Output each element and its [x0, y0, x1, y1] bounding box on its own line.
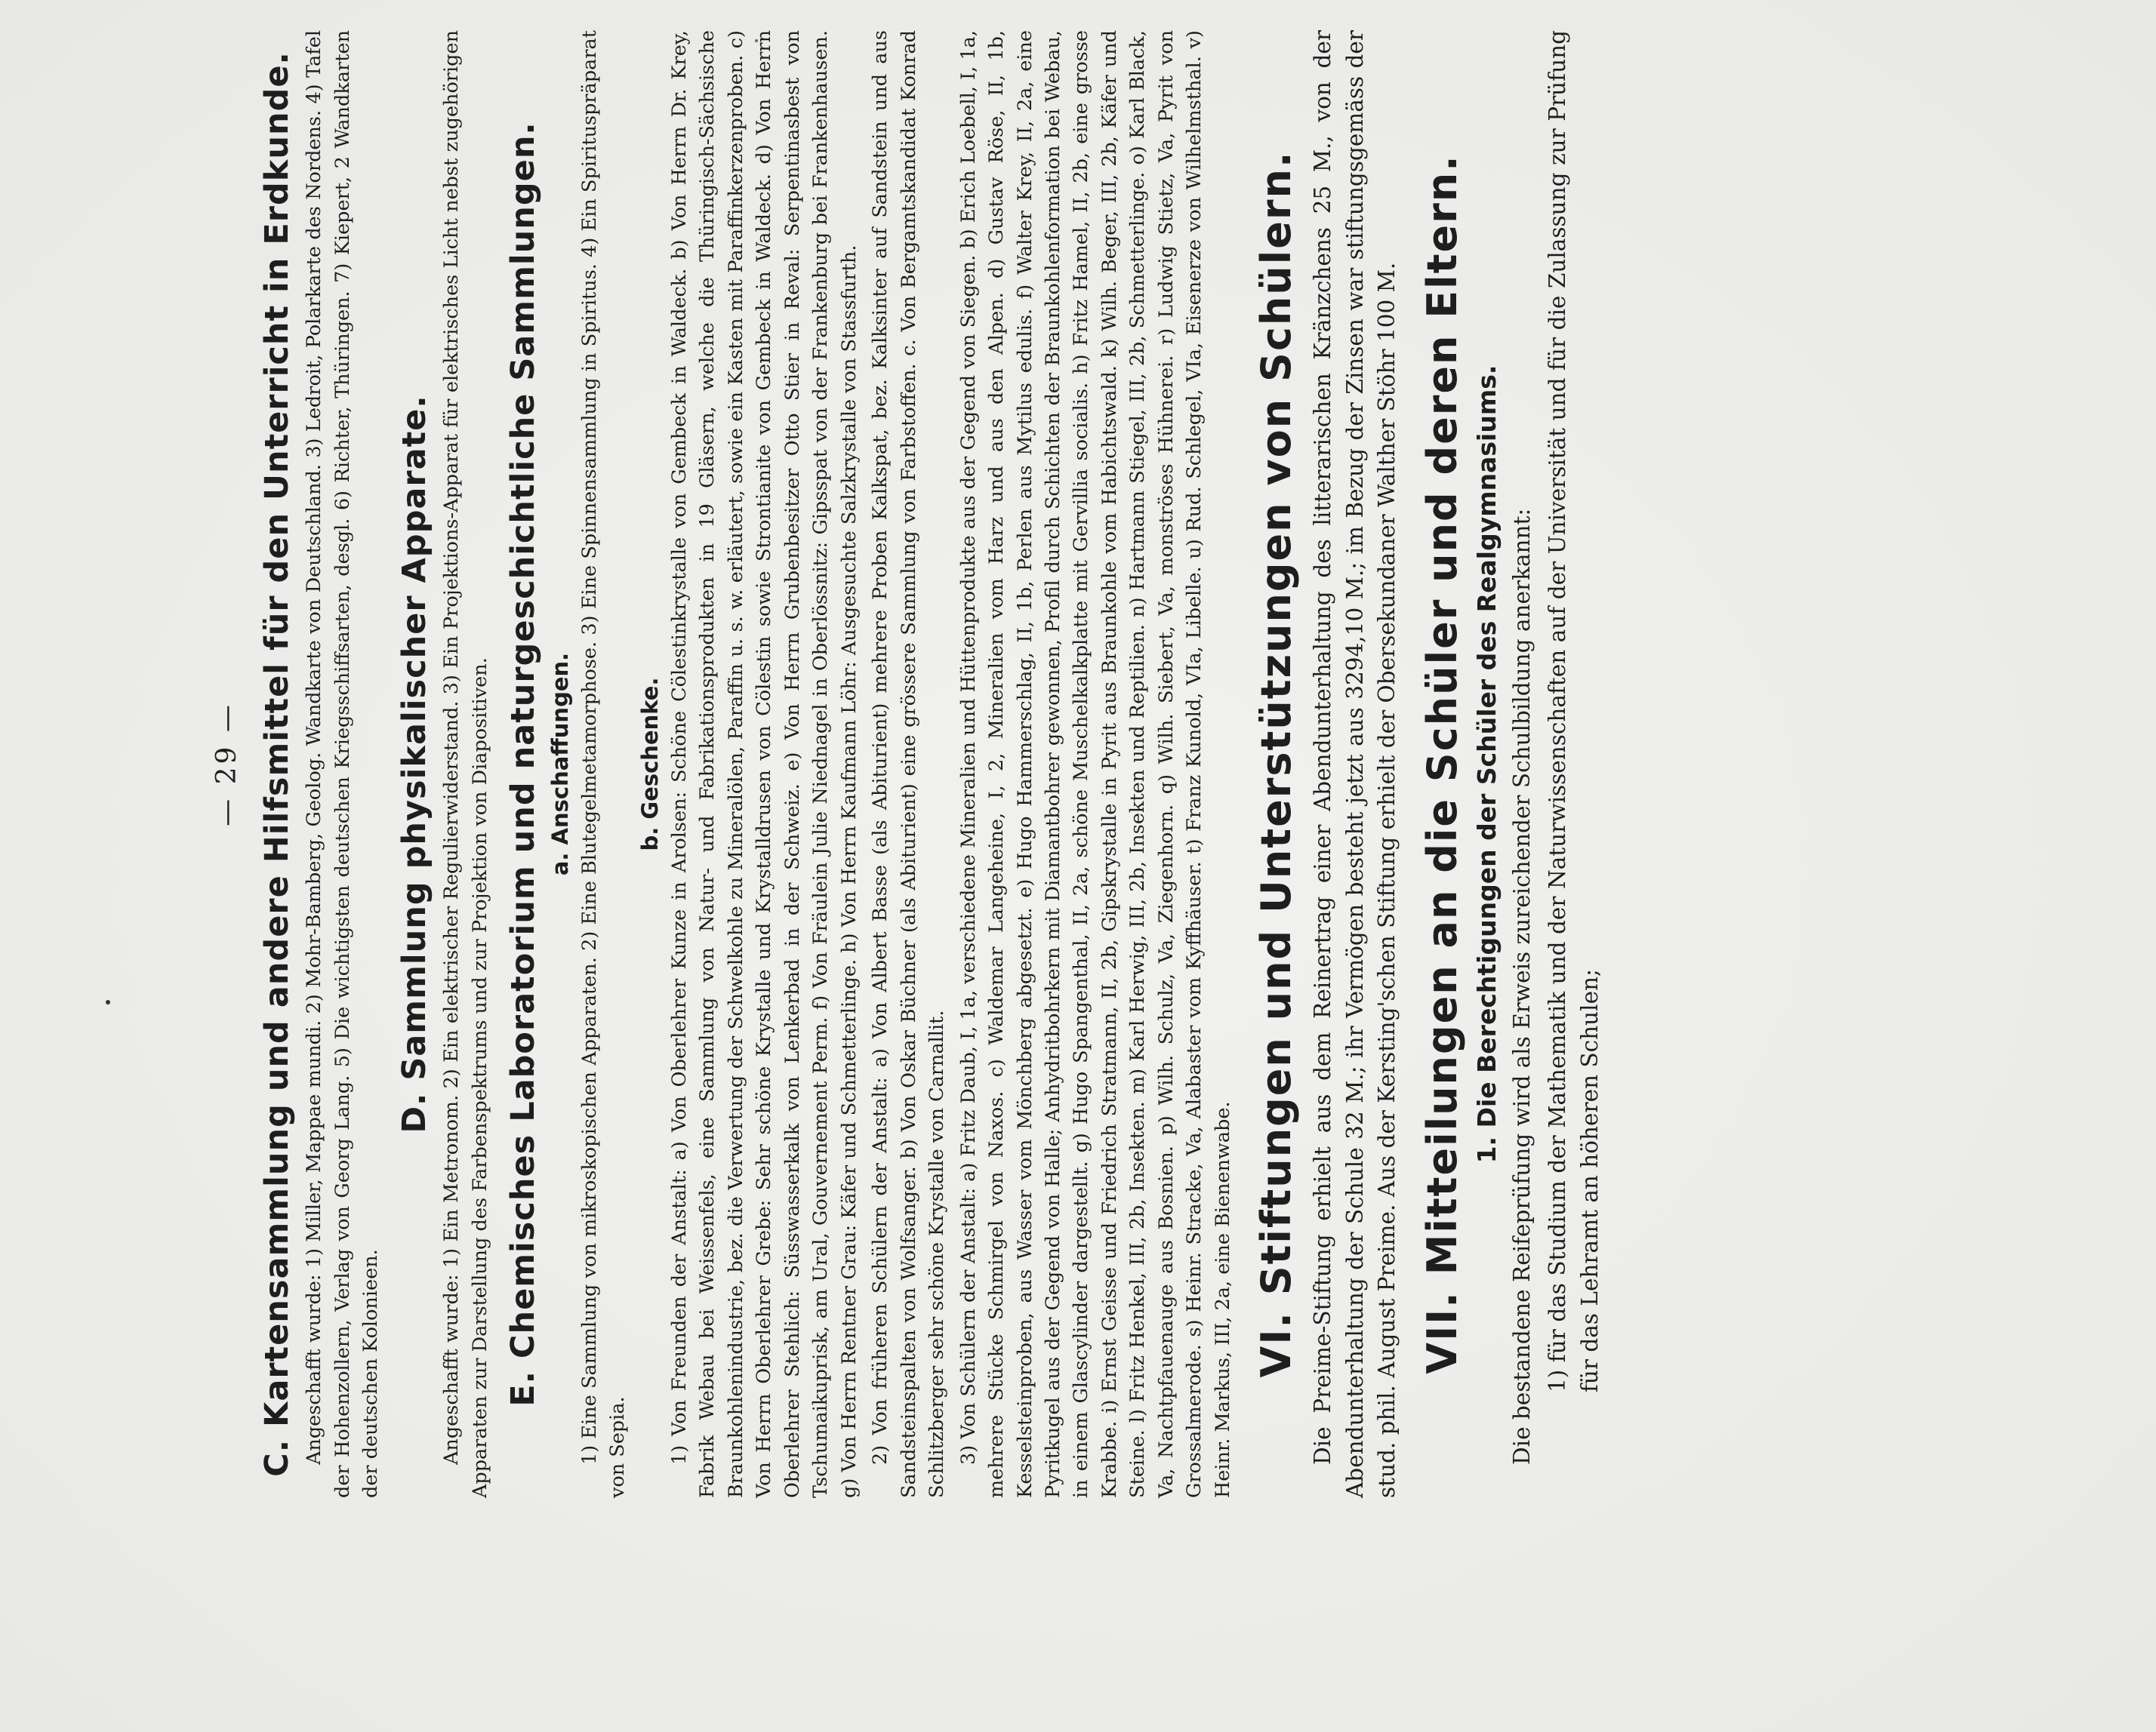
section-e-b-paragraph-3: 3) Von Schülern der Anstalt: a) Fritz Daub, I, 1a, verschiedene Mineralien und Hüttenprodukte aus der Gegend von Siegen. b) Erich Loebell, I, 1a, mehrere Stücke Schmirgel von Naxos. c) Waldemar Langeheine, I, 2, Mineralien vom Harz und aus den Alpen. d) Gustav Röse, II, 1b, Kesselsteinproben, aus Wasser vom Mönchberg abgesetzt. e) Hugo Hammerschlag, II, 1b, Perlen aus Mytilus edulis. f) Walter Krey, II, 2a, eine Pyritkugel aus der Gegend von Halle; Anhydritbohrkern mit Diamantbohrer gewonnen, Profil durch Schichten der Braunkohlenformation bei Webau, in einem Glascylinder dargestellt. g) Hugo Spangenthal, II, 2a, schöne Muschelkalkplatte mit Gervillia socialis. h) Fritz Hamel, II, 2b, eine grosse Krabbe. i) Ernst Geisse und Friedrich Stratmann, II, 2b, Gipskrystalle in Pyrit aus Braunkohle vom Habichtswald. k) Wilh. Beger, III, 2b, Käfer und Steine. l) Fritz Henkel, III, 2b, Insekten. m) Karl Herwig, III, 2b, Insekten und Reptilien. n) Hartmann Stiegel, III, 2b, Schmetterlinge. o) Karl Black, Va, Nachtpfauenauge aus Bosnien. p) Wilh. Schulz, Va, Ziegenhorn. q) Wilh. Siebert, Va, monströses Hühnerei. r) Ludwig Stietz, Va, Pyrit von Grossalmerode. s) Heinr. Stracke, Va, Alabaster vom Kyffhäuser. t) Franz Kunold, VIa, Libelle. u) Rud. Schlegel, VIa, Eisenerze von Wilhelmsthal. v) Heinr. Markus, III, 2a, eine Bienenwabe. — [956, 30, 1234, 1498]
page-number: — 29 — — [211, 702, 242, 826]
section-e-b-paragraph-1: 1) Von Freunden der Anstalt: a) Von Oberlehrer Kunze in Arolsen: Schöne Cölestinkrystalle von Gembeck in Waldeck. b) Von Herrn Dr. Krey, Fabrik Webau bei Weissenfels, eine Sammlung von Natur- und Fabrikationsprodukten in 19 Gläsern, welche die Thüringisch-Sächsische Braunkohlenindustrie, bez. die Verwertung der Schwelkohle zu Mineralölen, Paraffin u. s. w. erläutert, sowie ein Kasten mit Paraffinkerzenproben. c) Von Herrn Oberlehrer Grebe: Sehr schöne Krystalle und Krystalldrusen von Cölestin sowie Strontianite von Gembeck in Waldeck. d) Von Herrn Oberlehrer Stehlich: Süsswasserkalk von Lenkerbad in der Schweiz. e) Von Herrn Grubenbesitzer Otto Stier in Reval: Serpentinasbest von Tschumaikuprisk, am Ural, Gouvernement Perm. f) Von Fräulein Julie Niednagel in Oberlössnitz: Gipsspat von der Frankenburg bei Frankenhausen. g) Von Herrn Rentner Grau: Käfer und Schmetterlinge. h) Von Herrn Kaufmann Löhr: Ausgesuchte Salzkrystalle von Stassfurth. — [667, 30, 861, 1498]
section-e-a-text: 1) Eine Sammlung von mikroskopischen Apparaten. 2) Eine Blutegelmetamorphose. 3) Eine Spinnensammlung in Spiritus. 4) Ein Spirituspräparat von Sepia. — [578, 30, 630, 1498]
section-c-text: Angeschafft wurde: 1) Miller, Mappae mundi. 2) Mohr-Bamberg, Geolog. Wandkarte von Deutschland. 3) Ledroit, Polarkarte des Nordens. 4) Tafel der Hohenzollern, Verlag von Georg Lang. 5) Die wichtigsten deutschen Kriegsschiffsarten, desgl. 6) Richter, Thüringen. 7) Kiepert, 2 Wandkarten der deutschen Kolonieen. — [303, 30, 383, 1498]
section-c-heading: C. Kartensammlung und andere Hilfsmittel für den Unterricht in Erdkunde. — [258, 51, 296, 1477]
section-d-text: Angeschafft wurde: 1) Ein Metronom. 2) Ein elektrischer Regulierwiderstand. 3) Ein Projektions-Apparat für elektrisches Licht nebst zugehörigen Apparaten zur Darstellung des Farbenspektrums und zur Projektion von Diapositiven. — [440, 30, 491, 1498]
section-e-b-heading: b. Geschenke. — [636, 677, 663, 851]
section-vi-heading: VI. Stiftungen und Unterstützungen von Schülern. — [1252, 150, 1301, 1378]
section-vii-text: Die bestandene Reifeprüfung wird als Erweis zureichender Schulbildung anerkannt: — [1509, 508, 1535, 1465]
rotated-document-page — [211, 15, 1978, 1513]
section-vii-item-1: 1) für das Studium der Mathematik und der Naturwissenschaften auf der Universität und für die Zulassung zur Prüfung für das Lehramt an höheren Schulen; — [1545, 30, 1603, 1392]
section-e-b-paragraph-2: 2) Von früheren Schülern der Anstalt: a) Von Albert Basse (als Abiturient) mehrere Proben Kalkspat, bez. Kalksinter auf Sandstein und aus Sandsteinspalten von Wolfsanger. b) Von Oskar Büchner (als Abiturient) eine grössere Sammlung von Farbstoffen. c. Von Bergamtskandidat Konrad Schlitzberger sehr schöne Krystalle von Carnallit. — [869, 30, 949, 1498]
scan-speck — [106, 1000, 110, 1004]
section-vii-1-heading: 1. Die Berechtigungen der Schüler des Realgymnasiums. — [1472, 365, 1502, 1164]
section-d-heading: D. Sammlung physikalischer Apparate. — [395, 395, 433, 1134]
section-vii-heading: VII. Mitteilungen an die Schüler und deren Eltern. — [1418, 154, 1467, 1374]
section-vi-text: Die Preime-Stiftung erhielt aus dem Reinertrag einer Abendunterhaltung des litterarischen Kränzchens 25 M., von der Abendunterhaltung der Schule 32 M.; ihr Vermögen besteht jetzt aus 3294,10 M.; im Bezug der Zinsen war stiftungsgemäss der stud. phil. August Preime. Aus der Kersting'schen Stiftung erhielt der Obersekundaner Walther Stöhr 100 M. — [1309, 30, 1400, 1498]
section-e-a-heading: a. Anschaffungen. — [547, 652, 573, 876]
section-e-heading: E. Chemisches Laboratorium und naturgeschichtliche Sammlungen. — [504, 122, 543, 1407]
